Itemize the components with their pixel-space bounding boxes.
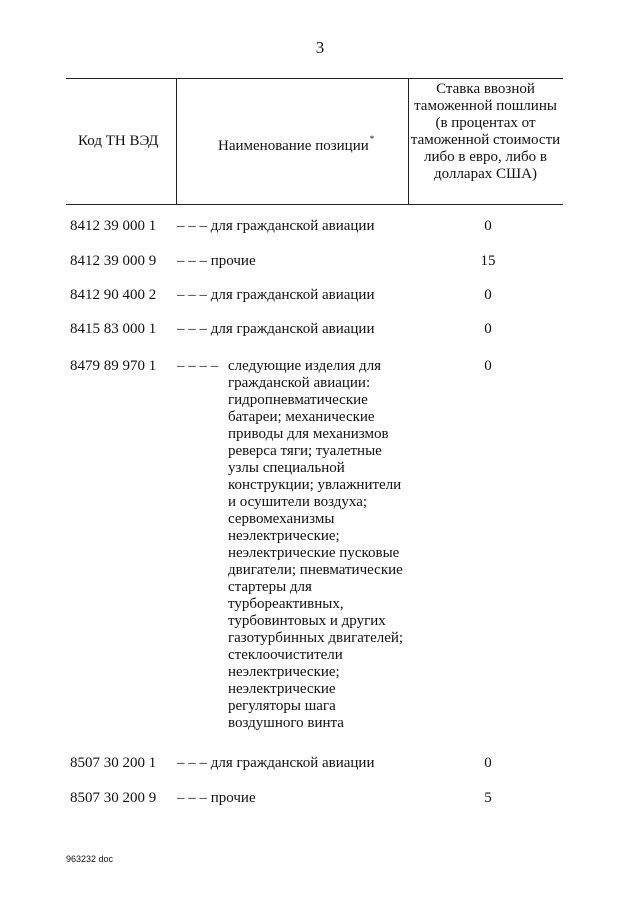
row-description xyxy=(177,790,256,807)
header-name xyxy=(218,133,374,155)
row-rate: 15 xyxy=(480,253,496,269)
row-description xyxy=(177,755,374,772)
row-code: 8507 30 200 1 xyxy=(70,755,157,771)
row-description-text: для гражданской авиации xyxy=(210,321,375,337)
row-rate: 0 xyxy=(484,287,492,303)
row-rate: 0 xyxy=(484,755,492,771)
row-code: 8412 90 400 2 xyxy=(70,287,157,303)
row-description-text: для гражданской авиации xyxy=(210,755,375,771)
row-dash: – – – xyxy=(177,790,207,806)
row-description-text: для гражданской авиации xyxy=(210,218,375,234)
row-rate: 0 xyxy=(484,218,492,234)
row-dash: – – – xyxy=(177,218,207,234)
header-code: Код ТН ВЭД xyxy=(78,133,159,149)
row-rate: 0 xyxy=(484,321,492,337)
header-rate: Ставка ввозной таможенной пошлины (в процентах от таможенной стоимости либо в евро, либо в долларах США) xyxy=(410,81,561,182)
row-code: 8412 39 000 9 xyxy=(70,253,157,269)
row-description-text: для гражданской авиации xyxy=(210,287,375,303)
row-dash: – – – xyxy=(177,321,207,337)
row-dash: – – – xyxy=(177,755,207,771)
header-name-label: Наименование позиции xyxy=(218,138,369,154)
row-description xyxy=(177,287,374,304)
row-description-text: следующие изделия для гражданской авиации: гидропневматические батареи; механические приводы для механизмов реверса тяги; туалетные узлы специальной конструкции; увлажнители и осушители воздуха; сервомеханизмы неэлектрические; неэлектрические пусковые двигатели; пневматические стартеры для турбореактивных, турбовинтовых и других газотурбинных двигателей; стеклоочистители неэлектрические; неэлектрические регуляторы шага воздушного винта xyxy=(228,358,404,731)
footer-doc-id: 963232 doc xyxy=(66,854,114,864)
row-description xyxy=(177,321,374,338)
row-description-text: прочие xyxy=(210,790,256,806)
table-header xyxy=(66,78,563,205)
column-divider xyxy=(176,79,177,204)
row-description xyxy=(177,218,374,235)
row-rate: 5 xyxy=(484,790,492,806)
row-code: 8415 83 000 1 xyxy=(70,321,157,337)
row-code: 8507 30 200 9 xyxy=(70,790,157,806)
row-dash: – – – xyxy=(177,287,207,303)
footnote-mark: * xyxy=(369,134,375,144)
row-rate: 0 xyxy=(484,358,492,374)
page-number: 3 xyxy=(315,38,325,57)
row-dash: – – – – xyxy=(177,358,219,374)
row-description xyxy=(177,253,256,270)
row-dash: – – – xyxy=(177,253,207,269)
row-code: 8412 39 000 1 xyxy=(70,218,157,234)
row-code: 8479 89 970 1 xyxy=(70,358,157,374)
row-description-text: прочие xyxy=(210,253,256,269)
